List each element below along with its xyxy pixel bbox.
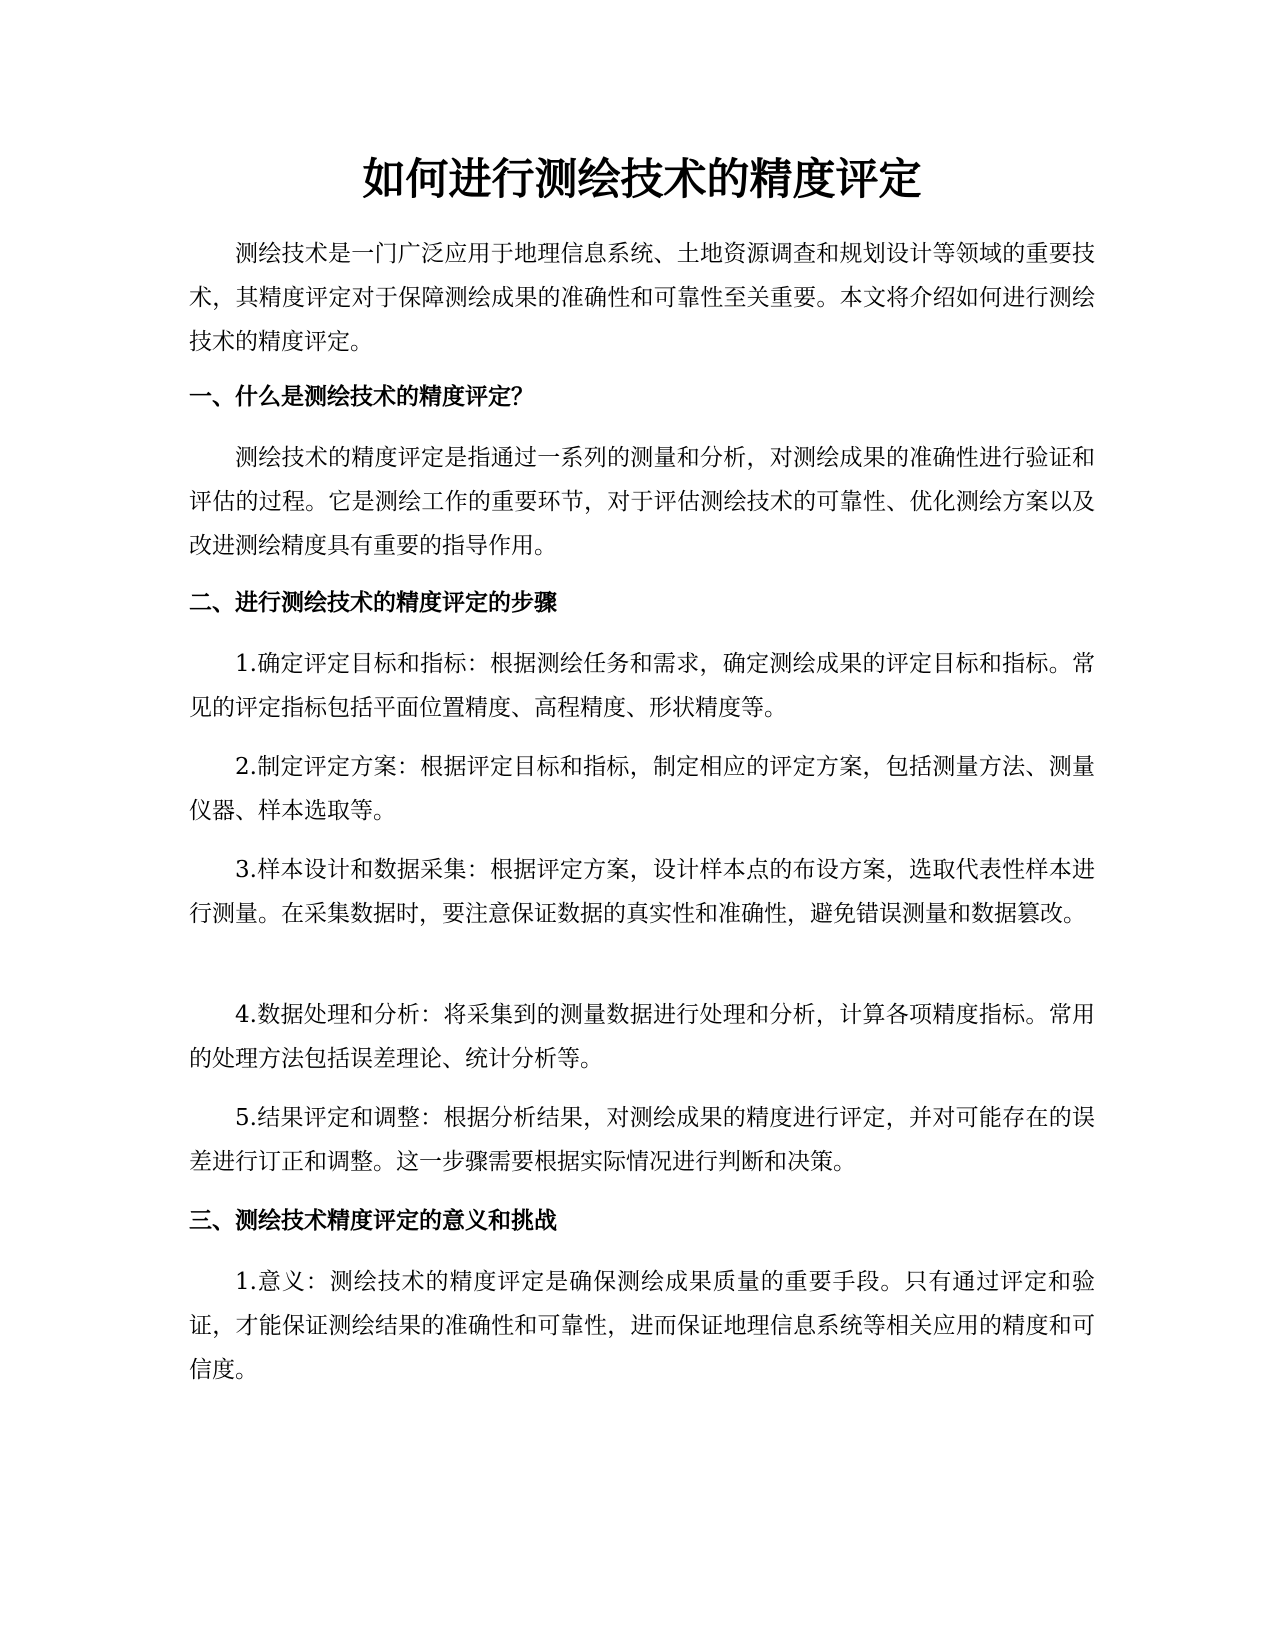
section-2-step-2: 2.制定评定方案：根据评定目标和指标，制定相应的评定方案，包括测量方法、测量仪器、样本选取等。 — [189, 754, 1095, 824]
section-1-paragraph-1: 测绘技术的精度评定是指通过一系列的测量和分析，对测绘成果的准确性进行验证和评估的过程。它是测绘工作的重要环节，对于评估测绘技术的可靠性、优化测绘方案以及改进测绘精度具有重要的指导作用。 — [189, 445, 1095, 559]
section-2-step-5: 5.结果评定和调整：根据分析结果，对测绘成果的精度进行评定，并对可能存在的误差进行订正和调整。这一步骤需要根据实际情况进行判断和决策。 — [189, 1105, 1095, 1175]
section-3-paragraph-1: 1.意义：测绘技术的精度评定是确保测绘成果质量的重要手段。只有通过评定和验证，才能保证测绘结果的准确性和可靠性，进而保证地理信息系统等相关应用的精度和可信度。 — [189, 1269, 1095, 1383]
section-2-step-4: 4.数据处理和分析：将采集到的测量数据进行处理和分析，计算各项精度指标。常用的处理方法包括误差理论、统计分析等。 — [189, 1002, 1095, 1072]
section-3-heading: 三、测绘技术精度评定的意义和挑战 — [189, 1208, 557, 1234]
intro-paragraph: 测绘技术是一门广泛应用于地理信息系统、土地资源调查和规划设计等领域的重要技术，其精度评定对于保障测绘成果的准确性和可靠性至关重要。本文将介绍如何进行测绘技术的精度评定。 — [189, 241, 1095, 355]
section-2-heading: 二、进行测绘技术的精度评定的步骤 — [189, 590, 557, 616]
section-1-heading: 一、什么是测绘技术的精度评定？ — [189, 384, 534, 410]
document-title: 如何进行测绘技术的精度评定 — [362, 155, 922, 205]
section-2-step-1: 1.确定评定目标和指标：根据测绘任务和需求，确定测绘成果的评定目标和指标。常见的评定指标包括平面位置精度、高程精度、形状精度等。 — [189, 651, 1095, 721]
section-2-step-3: 3.样本设计和数据采集：根据评定方案，设计样本点的布设方案，选取代表性样本进行测量。在采集数据时，要注意保证数据的真实性和准确性，避免错误测量和数据篡改。 — [189, 857, 1095, 927]
